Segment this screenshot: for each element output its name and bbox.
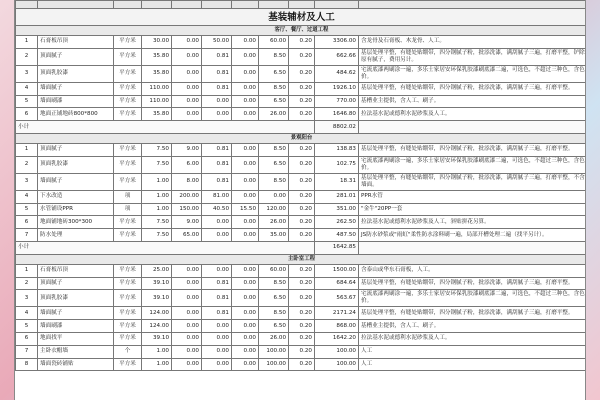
- aux-material-price: 50.00: [202, 36, 232, 49]
- loss-rate: 0.20: [289, 108, 315, 121]
- table-title-row: [16, 9, 587, 26]
- loss-rate: 0.20: [289, 173, 315, 190]
- loss-rate: 0.20: [289, 229, 315, 242]
- item-note: 人工: [359, 345, 587, 358]
- item-quantity: 1.00: [142, 358, 172, 371]
- main-material-price: 0.00: [172, 332, 202, 345]
- aux-material-price: 0.81: [202, 82, 232, 95]
- item-note: 宅流底漆两刷涂一遍，多乐士家居安环保乳胶漆刷底漆二遍，可选色，不超过三种色，含色价。: [359, 156, 587, 173]
- table-row: [16, 307, 587, 320]
- row-number: 7: [16, 229, 38, 242]
- item-note: 基层处理平整，有缝处贴绷带，四分钢腻子粉，批添洗漆，满刮腻子三遍，打磨平整。: [359, 307, 587, 320]
- item-name: 地面正铺地砖800*800: [38, 108, 114, 121]
- loss-rate: 0.20: [289, 307, 315, 320]
- item-name: 顶面腻子: [38, 48, 114, 65]
- item-unit: 平方米: [114, 216, 142, 229]
- item-name: 墙面刷漆: [38, 95, 114, 108]
- item-name: 顶面乳胶漆: [38, 290, 114, 307]
- section-header: [16, 133, 587, 143]
- main-material-price: 0.00: [172, 65, 202, 82]
- item-note: 基槽业主提供，含人工、刷子。: [359, 320, 587, 333]
- quote-table-body: [16, 1, 587, 371]
- labor-cost: 8.50: [259, 307, 289, 320]
- main-material-price: 150.00: [172, 203, 202, 216]
- item-note: 含泰山或华东石膏板，人工。: [359, 264, 587, 277]
- subtotal-row: [16, 241, 587, 254]
- machine-cost: 0.00: [232, 82, 259, 95]
- aux-material-price: 0.00: [202, 229, 232, 242]
- table-row: [16, 320, 587, 333]
- loss-rate: 0.20: [289, 277, 315, 290]
- item-name: 石膏板吊顶: [38, 264, 114, 277]
- aux-material-price: 0.00: [202, 108, 232, 121]
- item-unit: 平方米: [114, 36, 142, 49]
- item-quantity: 7.50: [142, 229, 172, 242]
- labor-cost: 60.00: [259, 36, 289, 49]
- labor-cost: 35.00: [259, 229, 289, 242]
- machine-cost: 15.50: [232, 203, 259, 216]
- item-unit: 平方米: [114, 143, 142, 156]
- loss-rate: 0.20: [289, 203, 315, 216]
- item-quantity: 110.00: [142, 82, 172, 95]
- main-material-price: 0.00: [172, 277, 202, 290]
- labor-cost: 26.00: [259, 332, 289, 345]
- machine-cost: 0.00: [232, 156, 259, 173]
- item-name: 顶面腻子: [38, 143, 114, 156]
- item-note: 基层处理平整，有缝处贴绷带，四分钢腻子粉，批添洗漆，满刮腻子三遍，打磨平整。: [359, 143, 587, 156]
- item-total: 3306.00: [315, 36, 359, 49]
- aux-material-price: 0.81: [202, 277, 232, 290]
- item-name: 地面找平: [38, 332, 114, 345]
- item-name: 墙面腻子: [38, 173, 114, 190]
- subtotal-note: [359, 241, 587, 254]
- labor-cost: 120.00: [259, 203, 289, 216]
- machine-cost: 0.00: [232, 345, 259, 358]
- labor-cost: 6.50: [259, 65, 289, 82]
- item-note: 基层处理平整，有缝处贴绷带，四分钢腻子粉，批添洗漆，满刮腻子三遍，打磨平整，铲除原有腻子，费用另计。: [359, 48, 587, 65]
- labor-cost: 6.50: [259, 320, 289, 333]
- aux-material-price: 0.81: [202, 65, 232, 82]
- loss-rate: 0.20: [289, 36, 315, 49]
- item-name: 顶面乳胶漆: [38, 156, 114, 173]
- item-quantity: 35.80: [142, 48, 172, 65]
- loss-rate: 0.20: [289, 345, 315, 358]
- machine-cost: 0.00: [232, 264, 259, 277]
- row-number: 2: [16, 277, 38, 290]
- aux-material-price: 0.00: [202, 345, 232, 358]
- item-total: 18.31: [315, 173, 359, 190]
- labor-cost: 100.00: [259, 358, 289, 371]
- row-number: 1: [16, 36, 38, 49]
- machine-cost: 0.00: [232, 320, 259, 333]
- item-total: 487.50: [315, 229, 359, 242]
- item-quantity: 1.00: [142, 173, 172, 190]
- labor-cost: 8.50: [259, 143, 289, 156]
- item-name: 水管铺设PPR: [38, 203, 114, 216]
- item-unit: 项: [114, 203, 142, 216]
- item-note: 人工: [359, 358, 587, 371]
- item-total: 102.75: [315, 156, 359, 173]
- labor-cost: 6.50: [259, 95, 289, 108]
- main-material-price: 9.00: [172, 216, 202, 229]
- machine-cost: 0.00: [232, 65, 259, 82]
- machine-cost: 0.00: [232, 173, 259, 190]
- item-unit: 平方米: [114, 332, 142, 345]
- loss-rate: 0.20: [289, 332, 315, 345]
- item-name: 顶面乳胶漆: [38, 65, 114, 82]
- item-unit: 平方米: [114, 173, 142, 190]
- row-number: 3: [16, 173, 38, 190]
- item-unit: 平方米: [114, 108, 142, 121]
- loss-rate: 0.20: [289, 216, 315, 229]
- row-number: 5: [16, 320, 38, 333]
- machine-cost: 0.00: [232, 48, 259, 65]
- item-total: 262.50: [315, 216, 359, 229]
- main-material-price: 8.00: [172, 173, 202, 190]
- quote-sheet: [14, 0, 586, 400]
- item-unit: 平方米: [114, 82, 142, 95]
- item-name: 顶面腻子: [38, 277, 114, 290]
- item-quantity: 39.10: [142, 332, 172, 345]
- item-total: 2171.24: [315, 307, 359, 320]
- main-material-price: 0.00: [172, 345, 202, 358]
- loss-rate: 0.20: [289, 48, 315, 65]
- item-unit: 平方米: [114, 48, 142, 65]
- item-quantity: 7.50: [142, 143, 172, 156]
- item-note: 含龙骨及石膏板、木龙骨、人工。: [359, 36, 587, 49]
- item-total: 351.00: [315, 203, 359, 216]
- item-quantity: 30.00: [142, 36, 172, 49]
- table-title: 基装辅材及人工: [16, 9, 587, 26]
- machine-cost: 0.00: [232, 277, 259, 290]
- item-quantity: 39.10: [142, 290, 172, 307]
- subtotal-row: [16, 121, 587, 134]
- main-material-price: 0.00: [172, 307, 202, 320]
- aux-material-price: 0.81: [202, 307, 232, 320]
- item-quantity: 1.00: [142, 203, 172, 216]
- loss-rate: 0.20: [289, 264, 315, 277]
- row-number: 2: [16, 48, 38, 65]
- item-quantity: 7.50: [142, 156, 172, 173]
- section-title: 客厅、餐厅、过道工程: [16, 26, 587, 36]
- main-material-price: 0.00: [172, 290, 202, 307]
- row-number: 4: [16, 190, 38, 203]
- table-row: [16, 82, 587, 95]
- machine-cost: 0.00: [232, 95, 259, 108]
- item-total: 770.00: [315, 95, 359, 108]
- labor-cost: 6.50: [259, 290, 289, 307]
- aux-material-price: 0.81: [202, 173, 232, 190]
- aux-material-price: 0.00: [202, 264, 232, 277]
- main-material-price: 0.00: [172, 36, 202, 49]
- item-name: 石膏板吊顶: [38, 36, 114, 49]
- main-material-price: 0.00: [172, 358, 202, 371]
- table-row: [16, 95, 587, 108]
- main-material-price: 0.00: [172, 82, 202, 95]
- loss-rate: 0.20: [289, 290, 315, 307]
- machine-cost: 0.00: [232, 358, 259, 371]
- labor-cost: 26.00: [259, 216, 289, 229]
- table-row: [16, 65, 587, 82]
- item-unit: 项: [114, 190, 142, 203]
- section-title: 主卧室工程: [16, 254, 587, 264]
- aux-material-price: 0.00: [202, 95, 232, 108]
- table-row: [16, 48, 587, 65]
- main-material-price: 0.00: [172, 264, 202, 277]
- subtotal-value: 8802.02: [315, 121, 359, 134]
- table-row: [16, 290, 587, 307]
- item-total: 1500.00: [315, 264, 359, 277]
- item-note: PPR水管: [359, 190, 587, 203]
- table-row: [16, 264, 587, 277]
- item-quantity: 39.10: [142, 277, 172, 290]
- aux-material-price: 0.81: [202, 48, 232, 65]
- labor-cost: 26.00: [259, 108, 289, 121]
- row-number: 1: [16, 264, 38, 277]
- row-number: 6: [16, 216, 38, 229]
- item-total: 684.64: [315, 277, 359, 290]
- row-number: 4: [16, 82, 38, 95]
- loss-rate: 0.20: [289, 82, 315, 95]
- item-unit: 平方米: [114, 95, 142, 108]
- subtotal-value: 1642.85: [315, 241, 359, 254]
- labor-cost: 8.50: [259, 277, 289, 290]
- item-note: 基层处理平整，有缝处贴绷带，四分钢腻子粉，批添洗漆，满刮腻子三遍，打磨平整。: [359, 277, 587, 290]
- item-quantity: 35.80: [142, 65, 172, 82]
- section-header: [16, 26, 587, 36]
- machine-cost: 0.00: [232, 229, 259, 242]
- table-row: [16, 203, 587, 216]
- table-row: [16, 345, 587, 358]
- item-note: 拉法基水泥或德利水泥砂浆及人工，斜贴拼花另算。: [359, 216, 587, 229]
- loss-rate: 0.20: [289, 190, 315, 203]
- labor-cost: 100.00: [259, 345, 289, 358]
- machine-cost: 0.00: [232, 108, 259, 121]
- row-number: 3: [16, 290, 38, 307]
- item-name: 下水改造: [38, 190, 114, 203]
- machine-cost: 0.00: [232, 143, 259, 156]
- item-total: 100.00: [315, 345, 359, 358]
- item-note: 基层处理平整，有缝处贴绷带，四分钢腻子粉，批添洗漆，满刮腻子三遍，打磨平整。: [359, 82, 587, 95]
- row-number: 8: [16, 358, 38, 371]
- main-material-price: 0.00: [172, 95, 202, 108]
- main-material-price: 0.00: [172, 48, 202, 65]
- machine-cost: 0.00: [232, 290, 259, 307]
- item-total: 563.67: [315, 290, 359, 307]
- main-material-price: 0.00: [172, 320, 202, 333]
- item-unit: 个: [114, 345, 142, 358]
- item-total: 281.01: [315, 190, 359, 203]
- row-number: 2: [16, 156, 38, 173]
- section-header: [16, 254, 587, 264]
- table-row: [16, 277, 587, 290]
- item-note: 宅流底漆两刷涂一遍，多乐士家居安环保乳胶漆刷底漆二遍，可选色，不超过三种色，含色价。: [359, 65, 587, 82]
- loss-rate: 0.20: [289, 143, 315, 156]
- subtotal-label: 小计: [16, 241, 315, 254]
- table-row: [16, 332, 587, 345]
- item-name: 主卧衣帽墙: [38, 345, 114, 358]
- row-number: 6: [16, 108, 38, 121]
- header-strip: [16, 1, 587, 9]
- item-note: 基层处理平整，有缝处贴绷带，四分钢腻子粉，批添洗漆，满刮腻子三遍，打磨平整，不含墙面。: [359, 173, 587, 190]
- row-number: 3: [16, 65, 38, 82]
- aux-material-price: 40.50: [202, 203, 232, 216]
- item-quantity: 1.00: [142, 190, 172, 203]
- main-material-price: 0.00: [172, 108, 202, 121]
- aux-material-price: 0.00: [202, 320, 232, 333]
- machine-cost: 0.00: [232, 332, 259, 345]
- aux-material-price: 0.00: [202, 358, 232, 371]
- quote-table: [15, 0, 586, 371]
- loss-rate: 0.20: [289, 65, 315, 82]
- row-number: 1: [16, 143, 38, 156]
- item-quantity: 35.80: [142, 108, 172, 121]
- main-material-price: 200.00: [172, 190, 202, 203]
- item-name: 防水处理: [38, 229, 114, 242]
- item-total: 868.00: [315, 320, 359, 333]
- item-quantity: 25.00: [142, 264, 172, 277]
- aux-material-price: 0.81: [202, 143, 232, 156]
- item-name: 墙面刷漆: [38, 320, 114, 333]
- item-unit: 平方米: [114, 229, 142, 242]
- labor-cost: 8.50: [259, 82, 289, 95]
- item-total: 138.83: [315, 143, 359, 156]
- loss-rate: 0.20: [289, 95, 315, 108]
- item-name: 墙面腻子: [38, 82, 114, 95]
- main-material-price: 9.00: [172, 143, 202, 156]
- table-row: [16, 173, 587, 190]
- aux-material-price: 81.00: [202, 190, 232, 203]
- labor-cost: 8.50: [259, 173, 289, 190]
- table-row: [16, 156, 587, 173]
- item-quantity: 124.00: [142, 307, 172, 320]
- item-total: 662.66: [315, 48, 359, 65]
- main-material-price: 6.00: [172, 156, 202, 173]
- item-unit: 平方米: [114, 358, 142, 371]
- item-note: JS防水砂浆或"雨虹"柔性防水涂料刷一遍，局部开槽处理二遍（找平另计）。: [359, 229, 587, 242]
- row-number: 4: [16, 307, 38, 320]
- table-row: [16, 143, 587, 156]
- item-unit: 平方米: [114, 156, 142, 173]
- item-unit: 平方米: [114, 264, 142, 277]
- table-row: [16, 358, 587, 371]
- item-name: 墙面腻子: [38, 307, 114, 320]
- machine-cost: 0.00: [232, 190, 259, 203]
- table-row: [16, 229, 587, 242]
- item-quantity: 1.00: [142, 345, 172, 358]
- labor-cost: 8.50: [259, 48, 289, 65]
- item-total: 1642.20: [315, 332, 359, 345]
- item-unit: 平方米: [114, 290, 142, 307]
- item-note: "金牛"20PP一套: [359, 203, 587, 216]
- row-number: 5: [16, 95, 38, 108]
- item-unit: 平方米: [114, 65, 142, 82]
- loss-rate: 0.20: [289, 358, 315, 371]
- item-unit: 平方米: [114, 307, 142, 320]
- aux-material-price: 0.81: [202, 156, 232, 173]
- section-title: 景观阳台: [16, 133, 587, 143]
- item-note: 拉法基水泥或德利水泥砂浆及人工。: [359, 108, 587, 121]
- row-number: 5: [16, 203, 38, 216]
- item-total: 484.62: [315, 65, 359, 82]
- table-row: [16, 108, 587, 121]
- labor-cost: 6.50: [259, 156, 289, 173]
- loss-rate: 0.20: [289, 156, 315, 173]
- table-row: [16, 216, 587, 229]
- item-unit: 平方米: [114, 320, 142, 333]
- machine-cost: 0.00: [232, 216, 259, 229]
- item-total: 1646.80: [315, 108, 359, 121]
- subtotal-label: 小计: [16, 121, 315, 134]
- aux-material-price: 0.00: [202, 332, 232, 345]
- item-total: 1926.10: [315, 82, 359, 95]
- main-material-price: 65.00: [172, 229, 202, 242]
- item-quantity: 7.50: [142, 216, 172, 229]
- table-row: [16, 36, 587, 49]
- labor-cost: 0.00: [259, 190, 289, 203]
- item-name: 地面铺地砖300*300: [38, 216, 114, 229]
- item-quantity: 124.00: [142, 320, 172, 333]
- row-number: 7: [16, 345, 38, 358]
- machine-cost: 0.00: [232, 307, 259, 320]
- row-number: 6: [16, 332, 38, 345]
- machine-cost: 0.00: [232, 36, 259, 49]
- aux-material-price: 0.00: [202, 216, 232, 229]
- table-row: [16, 190, 587, 203]
- item-name: 墙面瓷砖铺贴: [38, 358, 114, 371]
- item-total: 100.00: [315, 358, 359, 371]
- labor-cost: 60.00: [259, 264, 289, 277]
- subtotal-note: [359, 121, 587, 134]
- item-unit: 平方米: [114, 277, 142, 290]
- item-note: 基槽业主提供，含人工、刷子。: [359, 95, 587, 108]
- item-note: 拉法基水泥或德利水泥砂浆及人工。: [359, 332, 587, 345]
- item-quantity: 110.00: [142, 95, 172, 108]
- item-note: 宅流底漆两刷涂一遍，多乐士家居安环保乳胶漆刷底漆二遍，可选色，不超过三种色，含色价。: [359, 290, 587, 307]
- loss-rate: 0.20: [289, 320, 315, 333]
- aux-material-price: 0.81: [202, 290, 232, 307]
